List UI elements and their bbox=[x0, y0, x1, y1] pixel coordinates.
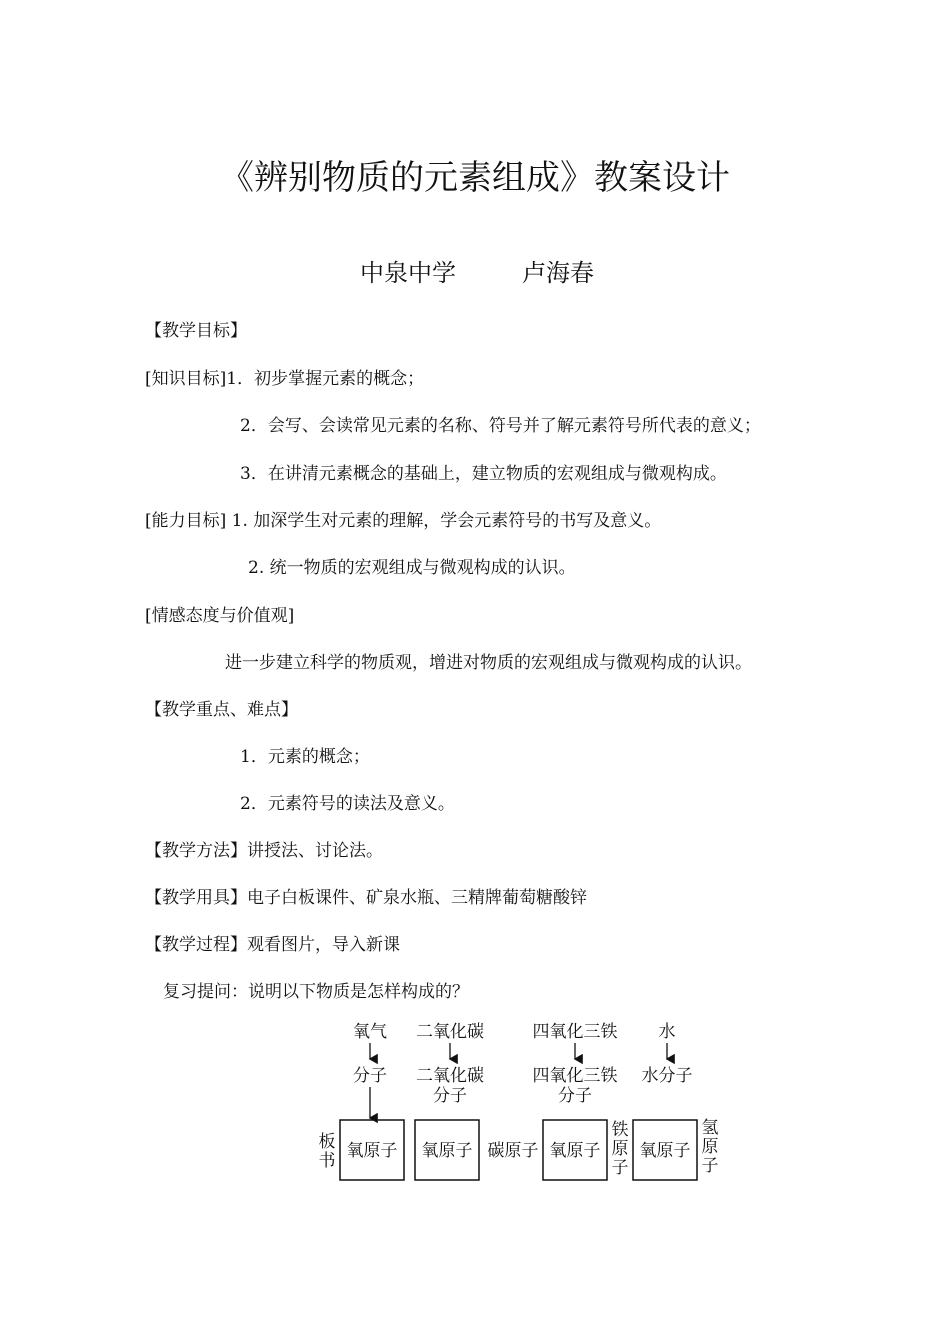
molecule-label: 分子 bbox=[353, 1066, 387, 1086]
atom-oxygen: 氧原子 bbox=[549, 1141, 601, 1161]
ability-goal-2: 2. 统一物质的宏观组成与微观构成的认识。 bbox=[248, 558, 576, 578]
board-label: 板书 bbox=[318, 1132, 336, 1171]
emotion-text: 进一步建立科学的物质观，增进对物质的宏观组成与微观构成的认识。 bbox=[225, 653, 752, 673]
knowledge-goal-3: 3．在讲清元素概念的基础上，建立物质的宏观组成与微观构成。 bbox=[240, 464, 727, 484]
atom-oxygen: 氧原子 bbox=[421, 1141, 473, 1161]
molecule-water: 水分子 bbox=[641, 1066, 693, 1086]
substance-water: 水 bbox=[658, 1022, 676, 1042]
atom-oxygen: 氧原子 bbox=[346, 1141, 398, 1161]
author-school: 中泉中学 bbox=[360, 259, 456, 287]
substance-oxygen: 氧气 bbox=[353, 1022, 387, 1042]
teaching-tools: 【教学用具】电子白板课件、矿泉水瓶、三精牌葡萄糖酸锌 bbox=[145, 888, 587, 908]
knowledge-goal-2: 2．会写、会读常见元素的名称、符号并了解元素符号所代表的意义； bbox=[240, 416, 761, 436]
key-point-2: 2．元素符号的读法及意义。 bbox=[240, 794, 455, 814]
knowledge-goal-1: [知识目标]1．初步掌握元素的概念； bbox=[145, 369, 425, 389]
author-name: 卢海春 bbox=[522, 259, 594, 287]
review-question: 复习提问：说明以下物质是怎样构成的？ bbox=[163, 982, 469, 1002]
teaching-method: 【教学方法】讲授法、讨论法。 bbox=[145, 841, 383, 861]
atom-carbon: 碳原子 bbox=[487, 1141, 539, 1161]
emotion-heading: [情感态度与价值观] bbox=[145, 606, 295, 626]
molecule-fe3o4: 四氧化三铁 bbox=[532, 1066, 618, 1086]
teaching-process: 【教学过程】观看图片，导入新课 bbox=[145, 935, 400, 955]
key-points-heading: 【教学重点、难点】 bbox=[145, 700, 298, 720]
key-point-1: 1．元素的概念； bbox=[240, 747, 370, 767]
substance-fe3o4: 四氧化三铁 bbox=[532, 1022, 618, 1042]
goals-heading: 【教学目标】 bbox=[145, 321, 247, 341]
atom-iron: 铁原子 bbox=[611, 1120, 629, 1178]
ability-goal-1: [能力目标] 1. 加深学生对元素的理解，学会元素符号的书写及意义。 bbox=[145, 511, 662, 531]
atom-hydrogen: 氢原子 bbox=[701, 1118, 719, 1176]
substance-co2: 二氧化碳 bbox=[416, 1022, 484, 1042]
composition-diagram bbox=[315, 1015, 735, 1190]
author-line bbox=[360, 253, 594, 288]
molecule-co2: 二氧化碳 bbox=[416, 1066, 484, 1086]
molecule-label: 分子 bbox=[558, 1086, 592, 1106]
atom-oxygen: 氧原子 bbox=[639, 1141, 691, 1161]
molecule-label: 分子 bbox=[433, 1086, 467, 1106]
page-title: 《辨别物质的元素组成》教案设计 bbox=[220, 158, 730, 198]
